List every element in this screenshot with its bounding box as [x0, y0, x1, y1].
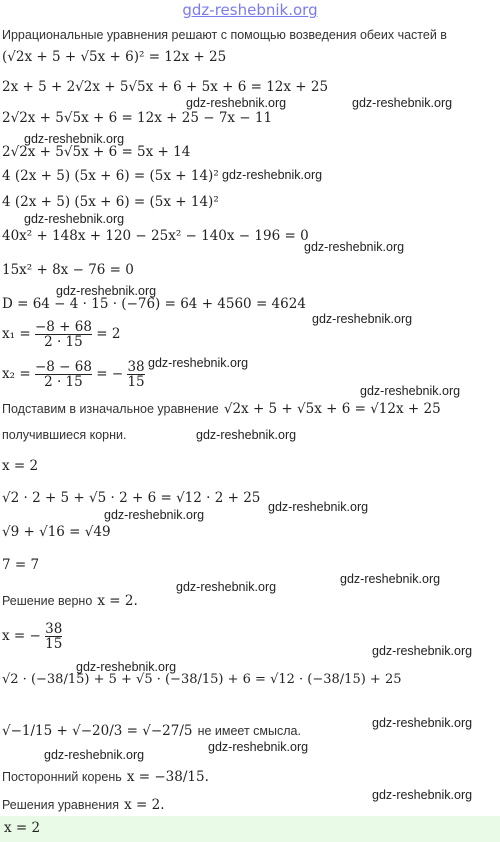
discriminant-line: D = 64 − 4 · 15 · (−76) = 64 + 4560 = 4624: [2, 296, 306, 312]
root-x1: [2, 320, 120, 349]
check-intro: [2, 398, 441, 417]
equation-line-5: 4 (2x + 5) (5x + 6) = (5x + 14)²: [2, 168, 219, 184]
root-x1-lhs: x₁ =: [2, 326, 31, 343]
answer-value: x = 2: [4, 820, 41, 836]
check-intro-text-2: получившиеся корни.: [2, 428, 127, 442]
watermark: gdz-reshebnik.org: [372, 716, 473, 730]
watermark: gdz-reshebnik.org: [44, 748, 145, 762]
answer-box: [0, 816, 500, 842]
watermark: gdz-reshebnik.org: [312, 312, 413, 326]
watermark: gdz-reshebnik.org: [372, 644, 473, 658]
root-x2-fraction: [35, 360, 92, 389]
check1-verdict-text: Решение верно: [2, 594, 93, 608]
watermark: gdz-reshebnik.org: [222, 168, 323, 182]
check2-x-lhs: x = −: [2, 628, 41, 645]
equation-line-2: 2x + 5 + 2√2x + 5√5x + 6 + 5x + 6 = 12x + 25: [2, 79, 329, 95]
root-x1-rhs: = 2: [96, 326, 121, 343]
watermark: gdz-reshebnik.org: [56, 284, 157, 298]
watermark: gdz-reshebnik.org: [176, 580, 277, 594]
root-x2: [2, 360, 145, 389]
root-x2-rhs: = −: [96, 366, 124, 383]
watermark: gdz-reshebnik.org: [372, 788, 473, 802]
equation-line-8: 15x² + 8x − 76 = 0: [2, 262, 134, 278]
check1-simplified: √9 + √16 = √49: [2, 524, 111, 540]
root-x1-fraction: [35, 320, 92, 349]
check1-result: 7 = 7: [2, 557, 40, 573]
check1-substitution: √2 · 2 + 5 + √5 · 2 + 6 = √12 · 2 + 25: [2, 490, 261, 506]
watermark: gdz-reshebnik.org: [24, 132, 125, 146]
equation-line-3: 2√2x + 5√5x + 6 = 12x + 25 − 7x − 11: [2, 110, 273, 126]
watermark: gdz-reshebnik.org: [360, 384, 461, 398]
root-x2-denominator: 2 · 15: [35, 374, 92, 389]
watermark: gdz-reshebnik.org: [352, 96, 453, 110]
check2-x-numerator: 38: [45, 621, 63, 637]
root-x1-numerator: −8 + 68: [34, 319, 92, 335]
root-x2-result-fraction: [127, 360, 144, 389]
check1-verdict: [2, 590, 138, 609]
root-x2-result-denominator: 15: [127, 374, 145, 391]
watermark: gdz-reshebnik.org: [268, 500, 369, 514]
extraneous-root-math: x = −38/15.: [126, 769, 209, 785]
equation-line-1: (√2x + 5 + √5x + 6)² = 12x + 25: [2, 49, 227, 65]
equation-line-4: 2√2x + 5√5x + 6 = 5x + 14: [2, 144, 191, 160]
final-statement: [2, 794, 165, 813]
watermark: gdz-reshebnik.org: [24, 212, 125, 226]
extraneous-root: [2, 766, 209, 785]
header: [0, 0, 500, 24]
check2-x-fraction: [45, 622, 62, 651]
root-x2-numerator: −8 − 68: [34, 359, 92, 375]
extraneous-root-text: Посторонний корень: [2, 770, 122, 784]
equation-line-6: 4 (2x + 5) (5x + 6) = (5x + 14)²: [2, 194, 219, 210]
watermark: gdz-reshebnik.org: [104, 508, 205, 522]
check2-result-math: √−1/15 + √−20/3 = √−27/5: [2, 723, 193, 739]
watermark: gdz-reshebnik.org: [76, 660, 177, 674]
equation-line-7: 40x² + 148x + 120 − 25x² − 140x − 196 = 0: [2, 228, 309, 244]
watermark: gdz-reshebnik.org: [186, 96, 287, 110]
watermark: gdz-reshebnik.org: [148, 356, 249, 370]
check1-verdict-math: x = 2.: [97, 593, 138, 609]
check2-substitution: √2 · (−38/15) + 5 + √5 · (−38/15) + 6 = √12 · (−38/15) + 25: [2, 672, 402, 687]
watermark: gdz-reshebnik.org: [208, 740, 309, 754]
check2-x-denominator: 15: [45, 636, 63, 653]
final-statement-text: Решения уравнения: [2, 798, 120, 812]
check1-x: x = 2: [2, 458, 39, 474]
watermark: gdz-reshebnik.org: [196, 428, 297, 442]
original-equation: √2x + 5 + √5x + 6 = √12x + 25: [223, 401, 441, 417]
check-intro-text: Подставим в изначальное уравнение: [2, 402, 219, 416]
check2-x: [2, 622, 62, 651]
root-x1-denominator: 2 · 15: [35, 334, 92, 349]
site-link[interactable]: gdz-reshebnik.org: [182, 1, 318, 19]
intro-text: Иррациональные уравнения решают с помощью возведения обеих частей в: [2, 28, 447, 42]
watermark: gdz-reshebnik.org: [340, 572, 441, 586]
check2-result: [2, 720, 301, 739]
final-statement-math: x = 2.: [124, 797, 165, 813]
root-x2-lhs: x₂ =: [2, 366, 31, 383]
check2-result-text: не имеет смысла.: [197, 724, 301, 738]
watermark: gdz-reshebnik.org: [304, 240, 405, 254]
root-x2-result-numerator: 38: [127, 359, 145, 375]
